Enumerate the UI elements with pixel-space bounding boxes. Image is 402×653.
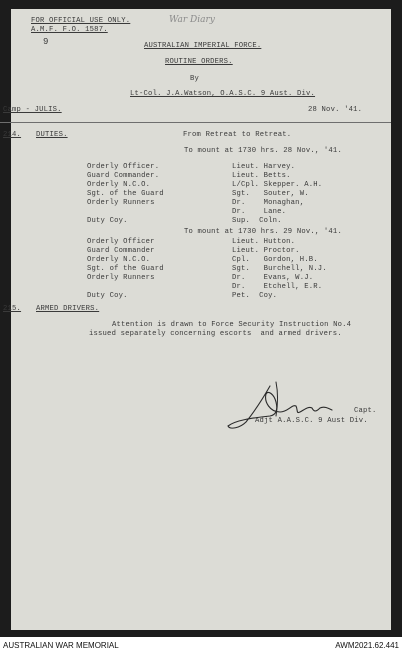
section-214-heading: DUTIES. [36,131,68,139]
pencil-annotation: War Diary [169,15,215,25]
handwritten-signature [218,372,340,434]
section-214-subheading: From Retreat to Retreat. [183,131,292,139]
duty-name: Sgt. Souter, W. [232,190,309,198]
by-line: By [190,75,200,83]
commanding-officer: Lt-Col. J.A.Watson, O.A.S.C. 9 Aust. Div. [130,90,316,98]
duty-name: Pet. Coy. [232,292,278,300]
header-divider [0,122,391,123]
signatory-rank: Capt. [354,407,377,415]
document-page [3,9,391,630]
duty-name: Dr. Lane. [232,208,287,216]
section-214-number: 214. [3,131,22,139]
duty-role: Guard Commander. [87,172,160,180]
duty-name: Lieut. Hutton. [232,238,296,246]
duty-role: Orderly N.C.O. [87,256,151,264]
section-215-heading: ARMED DRIVERS. [36,305,100,313]
order-date: 28 Nov. '41. [308,106,363,114]
official-use-label: FOR OFFICIAL USE ONLY. [31,17,131,25]
camp-location: Camp - JULIS. [3,106,62,114]
margin-number: 9 [43,37,49,47]
duty-name: Dr. Etchell, E.R. [232,283,323,291]
duty-role: Duty Coy. [87,217,128,225]
archive-reference: AWM2021.62.441 [335,641,399,650]
section-215-body-line-2: issued separately concerning escorts and armed drivers. [89,330,342,338]
first-mount-line: To mount at 1730 hrs. 28 Nov., '41. [184,147,342,155]
duty-role: Orderly Runners [87,274,155,282]
duty-role: Sgt. of the Guard [87,265,164,273]
document-subtitle: ROUTINE ORDERS. [165,58,233,66]
duty-name: Lieut. Proctor. [232,247,300,255]
duty-role: Guard Commander [87,247,155,255]
duty-name: Cpl. Gordon, H.B. [232,256,318,264]
second-mount-line: To mount at 1730 hrs. 29 Nov., '41. [184,228,342,236]
duty-role: Orderly Runners [87,199,155,207]
duty-role: Sgt. of the Guard [87,190,164,198]
section-215-body-line-1: Attention is drawn to Force Security Instruction No.4 [112,321,352,329]
duty-name: Sup. Coln. [232,217,282,225]
duty-role: Orderly Officer [87,238,155,246]
duty-name: Sgt. Burchell, N.J. [232,265,327,273]
document-title: AUSTRALIAN IMPERIAL FORCE. [144,42,262,50]
duty-name: Dr. Evans, W.J. [232,274,314,282]
reference-number: A.M.F. F.O. 1587. [31,26,108,34]
duty-name: Lieut. Harvey. [232,163,296,171]
duty-name: Dr. Monaghan, [232,199,305,207]
section-215-number: 215. [3,305,22,313]
archive-footer [0,637,402,653]
duty-name: L/Cpl. Skepper. A.H. [232,181,323,189]
duty-role: Orderly N.C.O. [87,181,151,189]
duty-role: Duty Coy. [87,292,128,300]
archive-name: AUSTRALIAN WAR MEMORIAL [3,641,119,650]
duty-name: Lieut. Betts. [232,172,291,180]
duty-role: Orderly Officer. [87,163,160,171]
signatory-appointment: Adjt A.A.S.C. 9 Aust Div. [255,417,368,425]
